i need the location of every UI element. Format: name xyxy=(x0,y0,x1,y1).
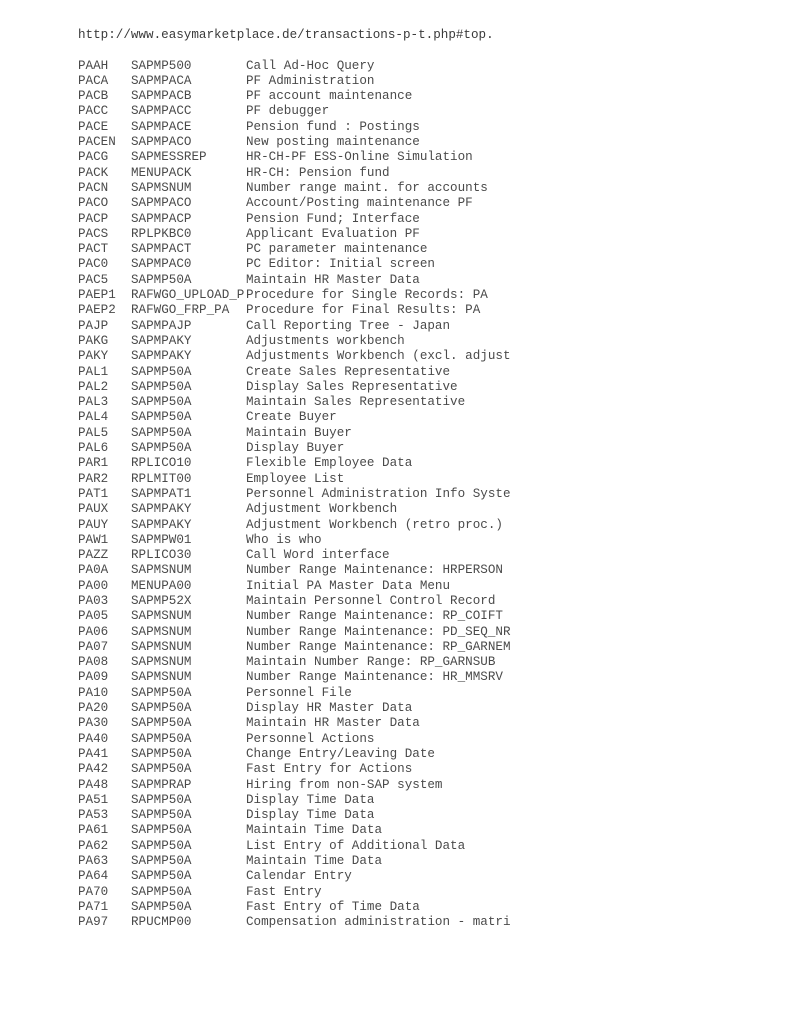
transaction-row xyxy=(78,686,768,701)
transaction-row xyxy=(78,212,768,227)
transaction-description: Flexible Employee Data xyxy=(246,456,413,471)
transaction-code: PAC5 xyxy=(78,272,109,287)
program-name: SAPMSNUM xyxy=(131,180,192,195)
transaction-code: PA07 xyxy=(78,639,109,654)
program-name: SAPMP50A xyxy=(131,854,192,869)
program-name: RPLICO30 xyxy=(131,548,192,563)
transaction-code: PACG xyxy=(78,150,109,165)
transaction-row xyxy=(78,625,768,640)
transaction-row xyxy=(78,456,768,471)
transaction-code: PA48 xyxy=(78,777,109,792)
transaction-description: Number Range Maintenance: HRPERSON xyxy=(246,563,503,578)
transaction-description: Call Word interface xyxy=(246,548,390,563)
transaction-row xyxy=(78,823,768,838)
transaction-code: PACK xyxy=(78,165,109,180)
program-name: SAPMPAKY xyxy=(131,502,192,517)
program-name: SAPMP52X xyxy=(131,593,192,608)
program-name: SAPMP500 xyxy=(131,58,192,73)
transaction-description: Who is who xyxy=(246,532,322,547)
transaction-row xyxy=(78,518,768,533)
program-name: SAPMPW01 xyxy=(131,532,192,547)
transaction-code: PAL1 xyxy=(78,364,109,379)
transaction-description: Create Sales Representative xyxy=(246,364,451,379)
transaction-description: Fast Entry for Actions xyxy=(246,762,413,777)
transaction-row xyxy=(78,609,768,624)
transaction-row xyxy=(78,319,768,334)
transaction-code: PAL6 xyxy=(78,441,109,456)
transaction-code: PA51 xyxy=(78,792,109,807)
transaction-code: PA63 xyxy=(78,854,109,869)
program-name: SAPMP50A xyxy=(131,425,192,440)
program-name: SAPMP50A xyxy=(131,410,192,425)
transaction-row xyxy=(78,257,768,272)
program-name: SAPMP50A xyxy=(131,701,192,716)
transaction-row xyxy=(78,196,768,211)
program-name: SAPMPRAP xyxy=(131,777,192,792)
transaction-row xyxy=(78,900,768,915)
program-name: SAPMP50A xyxy=(131,731,192,746)
program-name: SAPMPAKY xyxy=(131,333,192,348)
transaction-code: PACE xyxy=(78,119,109,134)
transaction-row xyxy=(78,563,768,578)
transaction-description: Adjustment Workbench xyxy=(246,502,398,517)
program-name: SAPMPACP xyxy=(131,211,192,226)
transaction-code: PACA xyxy=(78,73,109,88)
transaction-code: PA0A xyxy=(78,563,109,578)
transaction-description: Personnel Administration Info Syste xyxy=(246,486,511,501)
transaction-code: PAC0 xyxy=(78,257,109,272)
transaction-description: Adjustment Workbench (retro proc.) xyxy=(246,517,503,532)
transaction-row xyxy=(78,701,768,716)
transaction-code: PAKG xyxy=(78,333,109,348)
transaction-description: Fast Entry xyxy=(246,884,322,899)
transaction-code: PAL4 xyxy=(78,410,109,425)
program-name: SAPMP50A xyxy=(131,716,192,731)
transaction-row xyxy=(78,793,768,808)
transaction-description: Call Reporting Tree - Japan xyxy=(246,318,451,333)
transaction-description: Hiring from non-SAP system xyxy=(246,777,443,792)
transaction-code: PA09 xyxy=(78,670,109,685)
transaction-description: Fast Entry of Time Data xyxy=(246,899,420,914)
transaction-code: PA10 xyxy=(78,685,109,700)
transaction-row xyxy=(78,885,768,900)
transaction-description: Maintain Personnel Control Record xyxy=(246,593,496,608)
transaction-description: PF Administration xyxy=(246,73,375,88)
transaction-description: Call Ad-Hoc Query xyxy=(246,58,375,73)
program-name: SAPMSNUM xyxy=(131,609,192,624)
transaction-row xyxy=(78,915,768,930)
transaction-row xyxy=(78,594,768,609)
transaction-code: PA40 xyxy=(78,731,109,746)
transaction-code: PA06 xyxy=(78,624,109,639)
program-name: SAPMP50A xyxy=(131,379,192,394)
program-name: SAPMP50A xyxy=(131,899,192,914)
transaction-row xyxy=(78,349,768,364)
transaction-description: Change Entry/Leaving Date xyxy=(246,746,435,761)
transaction-description: Maintain Buyer xyxy=(246,425,352,440)
transaction-description: Maintain Number Range: RP_GARNSUB xyxy=(246,655,496,670)
transaction-description: HR-CH-PF ESS-Online Simulation xyxy=(246,150,473,165)
transaction-code: PA42 xyxy=(78,762,109,777)
transaction-list xyxy=(78,59,768,931)
program-name: SAPMPAC0 xyxy=(131,257,192,272)
transaction-code: PA61 xyxy=(78,823,109,838)
transaction-code: PACP xyxy=(78,211,109,226)
program-name: SAPMSNUM xyxy=(131,655,192,670)
transaction-row xyxy=(78,670,768,685)
program-name: SAPMP50A xyxy=(131,762,192,777)
transaction-code: PA53 xyxy=(78,808,109,823)
transaction-description: PF account maintenance xyxy=(246,89,413,104)
transaction-description: Display Sales Representative xyxy=(246,379,458,394)
transaction-description: Number Range Maintenance: PD_SEQ_NR xyxy=(246,624,511,639)
program-name: SAPMP50A xyxy=(131,792,192,807)
transaction-row xyxy=(78,242,768,257)
transaction-code: PA30 xyxy=(78,716,109,731)
transaction-code: PAZZ xyxy=(78,548,109,563)
transaction-description: Adjustments workbench xyxy=(246,333,405,348)
transaction-row xyxy=(78,472,768,487)
transaction-code: PAKY xyxy=(78,349,109,364)
program-name: MENUPA00 xyxy=(131,578,192,593)
transaction-row xyxy=(78,89,768,104)
program-name: SAPMSNUM xyxy=(131,624,192,639)
transaction-row xyxy=(78,548,768,563)
transaction-code: PACC xyxy=(78,104,109,119)
transaction-description: Calendar Entry xyxy=(246,869,352,884)
transaction-code: PA70 xyxy=(78,884,109,899)
transaction-code: PA41 xyxy=(78,746,109,761)
program-name: SAPMSNUM xyxy=(131,670,192,685)
program-name: SAPMPAKY xyxy=(131,517,192,532)
transaction-code: PAL5 xyxy=(78,425,109,440)
transaction-description: Display Time Data xyxy=(246,808,375,823)
program-name: SAPMP50A xyxy=(131,272,192,287)
transaction-row xyxy=(78,303,768,318)
transaction-row xyxy=(78,839,768,854)
program-name: SAPMPACT xyxy=(131,242,192,257)
program-name: RPUCMP00 xyxy=(131,915,192,930)
transaction-row xyxy=(78,441,768,456)
program-name: SAPMP50A xyxy=(131,869,192,884)
program-name: SAPMSNUM xyxy=(131,639,192,654)
program-name: SAPMESSREP xyxy=(131,150,207,165)
transaction-row xyxy=(78,410,768,425)
transaction-code: PACS xyxy=(78,226,109,241)
transaction-description: List Entry of Additional Data xyxy=(246,838,466,853)
transaction-code: PAEP2 xyxy=(78,303,116,318)
transaction-description: Adjustments Workbench (excl. adjust xyxy=(246,349,511,364)
transaction-description: HR-CH: Pension fund xyxy=(246,165,390,180)
program-name: SAPMP50A xyxy=(131,685,192,700)
transaction-code: PACEN xyxy=(78,135,116,150)
transaction-code: PAT1 xyxy=(78,486,109,501)
program-name: SAPMSNUM xyxy=(131,563,192,578)
transaction-row xyxy=(78,395,768,410)
transaction-description: PC parameter maintenance xyxy=(246,242,428,257)
transaction-row xyxy=(78,104,768,119)
transaction-description: Pension fund : Postings xyxy=(246,119,420,134)
transaction-code: PAAH xyxy=(78,58,109,73)
transaction-description: Personnel Actions xyxy=(246,731,375,746)
transaction-description: Number range maint. for accounts xyxy=(246,180,488,195)
transaction-code: PA00 xyxy=(78,578,109,593)
transaction-code: PACN xyxy=(78,180,109,195)
transaction-code: PA62 xyxy=(78,838,109,853)
transaction-row xyxy=(78,640,768,655)
transaction-row xyxy=(78,74,768,89)
transaction-description: PF debugger xyxy=(246,104,330,119)
transaction-code: PAL3 xyxy=(78,395,109,410)
transaction-description: Maintain HR Master Data xyxy=(246,716,420,731)
transaction-code: PACO xyxy=(78,196,109,211)
program-name: SAPMPAT1 xyxy=(131,486,192,501)
page-url: http://www.easymarketplace.de/transactions-p-t.php#top. xyxy=(78,28,494,42)
transaction-code: PACB xyxy=(78,89,109,104)
transaction-description: Number Range Maintenance: RP_COIFT xyxy=(246,609,503,624)
program-name: SAPMP50A xyxy=(131,395,192,410)
transaction-code: PA71 xyxy=(78,899,109,914)
transaction-code: PAR1 xyxy=(78,456,109,471)
program-name: MENUPACK xyxy=(131,165,192,180)
transaction-description: Create Buyer xyxy=(246,410,337,425)
transaction-row xyxy=(78,166,768,181)
transaction-row xyxy=(78,150,768,165)
transaction-row xyxy=(78,365,768,380)
transaction-row xyxy=(78,854,768,869)
transaction-description: Applicant Evaluation PF xyxy=(246,226,420,241)
program-name: RPLPKBC0 xyxy=(131,226,192,241)
transaction-description: Maintain Time Data xyxy=(246,854,383,869)
transaction-code: PAL2 xyxy=(78,379,109,394)
transaction-description: Display Time Data xyxy=(246,792,375,807)
transaction-code: PA03 xyxy=(78,593,109,608)
transaction-code: PA64 xyxy=(78,869,109,884)
transaction-row xyxy=(78,227,768,242)
program-name: SAPMPACE xyxy=(131,119,192,134)
program-name: SAPMPACB xyxy=(131,89,192,104)
transaction-description: PC Editor: Initial screen xyxy=(246,257,435,272)
transaction-description: Compensation administration - matri xyxy=(246,915,511,930)
program-name: RPLMIT00 xyxy=(131,471,192,486)
program-name: SAPMPAJP xyxy=(131,318,192,333)
transaction-description: Maintain Time Data xyxy=(246,823,383,838)
transaction-code: PAJP xyxy=(78,318,109,333)
transaction-row xyxy=(78,778,768,793)
transaction-row xyxy=(78,502,768,517)
transaction-description: Display Buyer xyxy=(246,441,345,456)
transaction-row xyxy=(78,747,768,762)
transaction-row xyxy=(78,181,768,196)
transaction-code: PAUX xyxy=(78,502,109,517)
transaction-description: Maintain HR Master Data xyxy=(246,272,420,287)
program-name: SAPMPACO xyxy=(131,196,192,211)
transaction-row xyxy=(78,732,768,747)
program-name: SAPMP50A xyxy=(131,441,192,456)
transaction-row xyxy=(78,579,768,594)
program-name: SAPMPAKY xyxy=(131,349,192,364)
program-name: SAPMP50A xyxy=(131,838,192,853)
program-name: SAPMPACA xyxy=(131,73,192,88)
transaction-description: Procedure for Final Results: PA xyxy=(246,303,481,318)
transaction-row xyxy=(78,334,768,349)
transaction-description: Number Range Maintenance: RP_GARNEM xyxy=(246,639,511,654)
transaction-description: Procedure for Single Records: PA xyxy=(246,288,488,303)
program-name: RPLICO10 xyxy=(131,456,192,471)
transaction-description: Account/Posting maintenance PF xyxy=(246,196,473,211)
program-name: SAPMPACO xyxy=(131,135,192,150)
transaction-code: PA08 xyxy=(78,655,109,670)
transaction-code: PA05 xyxy=(78,609,109,624)
program-name: SAPMP50A xyxy=(131,823,192,838)
program-name: SAPMP50A xyxy=(131,808,192,823)
transaction-row xyxy=(78,533,768,548)
transaction-row xyxy=(78,273,768,288)
program-name: SAPMPACC xyxy=(131,104,192,119)
transaction-row xyxy=(78,487,768,502)
transaction-description: Pension Fund; Interface xyxy=(246,211,420,226)
program-name: SAPMP50A xyxy=(131,884,192,899)
transaction-row xyxy=(78,762,768,777)
transaction-description: New posting maintenance xyxy=(246,135,420,150)
program-name: SAPMP50A xyxy=(131,746,192,761)
program-name: RAFWGO_UPLOAD_P xyxy=(131,288,245,303)
transaction-description: Display HR Master Data xyxy=(246,701,413,716)
document-page xyxy=(78,28,768,931)
program-name: RAFWGO_FRP_PA xyxy=(131,303,230,318)
transaction-row xyxy=(78,288,768,303)
transaction-code: PAUY xyxy=(78,517,109,532)
transaction-description: Maintain Sales Representative xyxy=(246,395,466,410)
transaction-code: PA97 xyxy=(78,915,109,930)
transaction-row xyxy=(78,135,768,150)
program-name: SAPMP50A xyxy=(131,364,192,379)
transaction-row xyxy=(78,808,768,823)
transaction-code: PAW1 xyxy=(78,532,109,547)
transaction-code: PA20 xyxy=(78,701,109,716)
transaction-code: PACT xyxy=(78,242,109,257)
transaction-row xyxy=(78,869,768,884)
transaction-row xyxy=(78,120,768,135)
transaction-description: Employee List xyxy=(246,471,345,486)
transaction-code: PAR2 xyxy=(78,471,109,486)
transaction-description: Number Range Maintenance: HR_MMSRV xyxy=(246,670,503,685)
transaction-row xyxy=(78,380,768,395)
transaction-row xyxy=(78,716,768,731)
transaction-description: Initial PA Master Data Menu xyxy=(246,578,451,593)
transaction-row xyxy=(78,655,768,670)
transaction-code: PAEP1 xyxy=(78,288,116,303)
transaction-description: Personnel File xyxy=(246,685,352,700)
transaction-row xyxy=(78,426,768,441)
transaction-row xyxy=(78,59,768,74)
